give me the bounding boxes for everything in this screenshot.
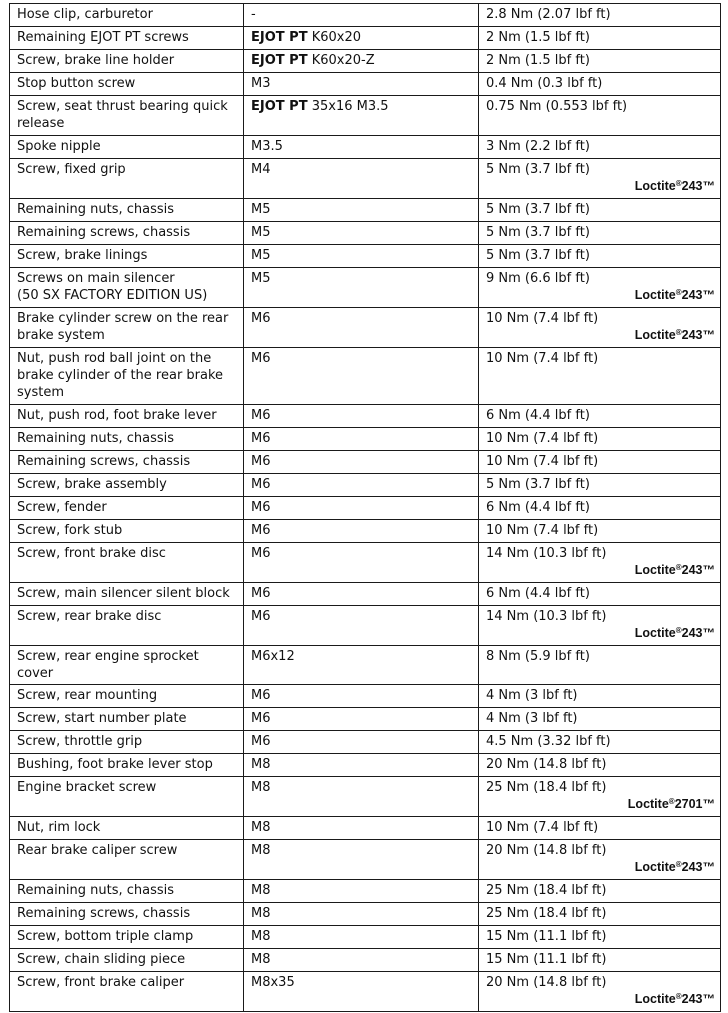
thread-cell	[244, 754, 479, 777]
component-cell	[10, 583, 244, 606]
torque-cell	[479, 348, 721, 405]
thread-cell	[244, 428, 479, 451]
thread-cell	[244, 583, 479, 606]
thread-size: M4	[251, 162, 271, 177]
torque-value: 5 Nm (3.7 lbf ft)	[486, 225, 590, 240]
thread-cell	[244, 777, 479, 817]
thread-size: M8x35	[251, 975, 295, 990]
component-name: Screw, fender	[17, 500, 107, 515]
table-row	[10, 474, 721, 497]
torque-cell	[479, 497, 721, 520]
torque-value: 20 Nm (14.8 lbf ft)	[486, 843, 607, 858]
component-cell	[10, 817, 244, 840]
fastener-size: K60x20-Z	[311, 53, 375, 68]
thread-cell	[244, 520, 479, 543]
thread-cell	[244, 268, 479, 308]
torque-value: 25 Nm (18.4 lbf ft)	[486, 883, 607, 898]
thread-size: M6x12	[251, 649, 295, 664]
thread-cell	[244, 50, 479, 73]
component-cell	[10, 754, 244, 777]
loctite-brand: Loctite	[634, 626, 676, 640]
thread-cell	[244, 451, 479, 474]
thread-cell	[244, 606, 479, 646]
thread-size: -	[251, 7, 256, 22]
thread-size: M8	[251, 906, 271, 921]
torque-cell	[479, 4, 721, 27]
component-cell	[10, 606, 244, 646]
thread-cell	[244, 73, 479, 96]
torque-cell	[479, 428, 721, 451]
component-cell	[10, 96, 244, 136]
torque-cell	[479, 606, 721, 646]
component-cell	[10, 451, 244, 474]
thread-size: M6	[251, 734, 271, 749]
torque-cell	[479, 543, 721, 583]
table-row	[10, 222, 721, 245]
torque-value: 4 Nm (3 lbf ft)	[486, 711, 578, 726]
component-cell	[10, 50, 244, 73]
torque-value: 2 Nm (1.5 lbf ft)	[486, 53, 590, 68]
thread-cell	[244, 646, 479, 685]
torque-cell	[479, 777, 721, 817]
thread-cell	[244, 222, 479, 245]
component-name: Remaining nuts, chassis	[17, 202, 175, 217]
loctite-brand: Loctite	[634, 328, 676, 342]
table-row	[10, 543, 721, 583]
loctite-grade: 243™	[681, 626, 715, 640]
component-cell	[10, 348, 244, 405]
thread-size: M6	[251, 351, 271, 366]
component-cell	[10, 777, 244, 817]
torque-cell	[479, 583, 721, 606]
fastener-brand: EJOT PT	[251, 53, 308, 68]
torque-value: 5 Nm (3.7 lbf ft)	[486, 162, 590, 177]
registered-mark: ®	[675, 288, 682, 297]
torque-cell	[479, 646, 721, 685]
thread-size: M8	[251, 952, 271, 967]
torque-value: 5 Nm (3.7 lbf ft)	[486, 202, 590, 217]
torque-value: 14 Nm (10.3 lbf ft)	[486, 609, 607, 624]
component-name: Screw, rear engine sprocket cover	[17, 649, 199, 681]
component-cell	[10, 474, 244, 497]
table-row	[10, 685, 721, 708]
torque-cell	[479, 308, 721, 348]
torque-value: 0.75 Nm (0.553 lbf ft)	[486, 99, 628, 114]
torque-value: 20 Nm (14.8 lbf ft)	[486, 757, 607, 772]
component-cell	[10, 159, 244, 199]
loctite-grade: 243™	[681, 328, 715, 342]
component-name: Remaining EJOT PT screws	[17, 30, 189, 45]
component-name: Engine bracket screw	[17, 780, 157, 795]
table-row	[10, 96, 721, 136]
component-cell	[10, 685, 244, 708]
component-cell	[10, 926, 244, 949]
component-name: Screw, chain sliding piece	[17, 952, 186, 967]
thread-size: M6	[251, 311, 271, 326]
torque-cell	[479, 268, 721, 308]
torque-value: 10 Nm (7.4 lbf ft)	[486, 523, 599, 538]
component-cell	[10, 199, 244, 222]
component-cell	[10, 972, 244, 1012]
component-cell	[10, 520, 244, 543]
component-name: Screw, front brake caliper	[17, 975, 185, 990]
table-row	[10, 606, 721, 646]
thread-cell	[244, 96, 479, 136]
component-name: Screw, seat thrust bearing quick release	[17, 99, 228, 131]
component-cell	[10, 497, 244, 520]
table-row	[10, 348, 721, 405]
thread-size: M5	[251, 202, 271, 217]
torque-cell	[479, 245, 721, 268]
thread-size: M6	[251, 546, 271, 561]
component-name: Brake cylinder screw on the rear brake system	[17, 311, 229, 343]
table-row	[10, 817, 721, 840]
thread-cell	[244, 731, 479, 754]
registered-mark: ®	[668, 797, 675, 806]
thread-size: M6	[251, 408, 271, 423]
registered-mark: ®	[675, 328, 682, 337]
torque-cell	[479, 159, 721, 199]
thread-size: M3	[251, 76, 271, 91]
torque-value: 4.5 Nm (3.32 lbf ft)	[486, 734, 611, 749]
thread-size: M6	[251, 431, 271, 446]
thread-cell	[244, 903, 479, 926]
table-row	[10, 199, 721, 222]
loctite-note	[486, 991, 715, 1008]
table-row	[10, 731, 721, 754]
table-row	[10, 497, 721, 520]
torque-cell	[479, 474, 721, 497]
component-name: Screw, rear mounting	[17, 688, 158, 703]
torque-cell	[479, 949, 721, 972]
torque-cell	[479, 405, 721, 428]
component-cell	[10, 949, 244, 972]
torque-cell	[479, 451, 721, 474]
table-row	[10, 880, 721, 903]
thread-size: M5	[251, 225, 271, 240]
torque-value: 25 Nm (18.4 lbf ft)	[486, 780, 607, 795]
thread-size: M6	[251, 586, 271, 601]
thread-size: M5	[251, 271, 271, 286]
thread-size: M6	[251, 609, 271, 624]
torque-value: 20 Nm (14.8 lbf ft)	[486, 975, 607, 990]
torque-cell	[479, 817, 721, 840]
thread-cell	[244, 817, 479, 840]
thread-size: M8	[251, 929, 271, 944]
loctite-note	[486, 625, 715, 642]
torque-value: 0.4 Nm (0.3 lbf ft)	[486, 76, 603, 91]
torque-value: 14 Nm (10.3 lbf ft)	[486, 546, 607, 561]
loctite-note	[486, 796, 715, 813]
component-cell	[10, 880, 244, 903]
registered-mark: ®	[675, 563, 682, 572]
torque-value: 15 Nm (11.1 lbf ft)	[486, 952, 607, 967]
thread-cell	[244, 949, 479, 972]
table-row	[10, 159, 721, 199]
component-name: Remaining screws, chassis	[17, 225, 191, 240]
registered-mark: ®	[675, 860, 682, 869]
table-row	[10, 583, 721, 606]
torque-cell	[479, 731, 721, 754]
thread-cell	[244, 308, 479, 348]
table-row	[10, 708, 721, 731]
component-cell	[10, 646, 244, 685]
loctite-brand: Loctite	[634, 992, 676, 1006]
table-row	[10, 405, 721, 428]
component-name-line2: (50 SX FACTORY EDITION US)	[17, 288, 208, 303]
table-row	[10, 27, 721, 50]
torque-value: 6 Nm (4.4 lbf ft)	[486, 500, 590, 515]
torque-value: 10 Nm (7.4 lbf ft)	[486, 351, 599, 366]
component-cell	[10, 903, 244, 926]
component-name: Screws on main silencer	[17, 271, 175, 286]
component-name: Screw, front brake disc	[17, 546, 166, 561]
torque-value: 4 Nm (3 lbf ft)	[486, 688, 578, 703]
component-cell	[10, 428, 244, 451]
thread-cell	[244, 474, 479, 497]
thread-cell	[244, 840, 479, 880]
component-name: Stop button screw	[17, 76, 136, 91]
table-row	[10, 308, 721, 348]
thread-cell	[244, 4, 479, 27]
component-cell	[10, 27, 244, 50]
torque-cell	[479, 73, 721, 96]
loctite-note	[486, 327, 715, 344]
table-row	[10, 926, 721, 949]
thread-cell	[244, 708, 479, 731]
loctite-note	[486, 859, 715, 876]
thread-cell	[244, 405, 479, 428]
torque-value: 15 Nm (11.1 lbf ft)	[486, 929, 607, 944]
component-name: Screw, start number plate	[17, 711, 187, 726]
thread-size: M8	[251, 843, 271, 858]
loctite-brand: Loctite	[627, 797, 669, 811]
table-row	[10, 903, 721, 926]
component-cell	[10, 840, 244, 880]
thread-size: M6	[251, 523, 271, 538]
torque-cell	[479, 972, 721, 1012]
thread-size: M8	[251, 757, 271, 772]
fastener-size: K60x20	[311, 30, 362, 45]
torque-table-body	[10, 4, 721, 1012]
torque-value: 25 Nm (18.4 lbf ft)	[486, 906, 607, 921]
fastener-size: 35x16 M3.5	[311, 99, 389, 114]
component-name: Rear brake caliper screw	[17, 843, 178, 858]
fastener-brand: EJOT PT	[251, 30, 308, 45]
component-cell	[10, 4, 244, 27]
table-row	[10, 520, 721, 543]
component-name: Remaining nuts, chassis	[17, 883, 175, 898]
thread-cell	[244, 348, 479, 405]
torque-value: 3 Nm (2.2 lbf ft)	[486, 139, 590, 154]
loctite-grade: 243™	[681, 288, 715, 302]
table-row	[10, 972, 721, 1012]
torque-value: 10 Nm (7.4 lbf ft)	[486, 820, 599, 835]
table-row	[10, 428, 721, 451]
loctite-note	[486, 287, 715, 304]
loctite-grade: 243™	[681, 860, 715, 874]
torque-cell	[479, 199, 721, 222]
torque-value: 2 Nm (1.5 lbf ft)	[486, 30, 590, 45]
table-row	[10, 73, 721, 96]
component-cell	[10, 405, 244, 428]
torque-cell	[479, 840, 721, 880]
thread-cell	[244, 245, 479, 268]
thread-cell	[244, 159, 479, 199]
component-name: Screw, brake line holder	[17, 53, 175, 68]
component-cell	[10, 708, 244, 731]
table-row	[10, 949, 721, 972]
torque-cell	[479, 27, 721, 50]
torque-value: 2.8 Nm (2.07 lbf ft)	[486, 7, 611, 22]
thread-size: M5	[251, 248, 271, 263]
component-name: Screw, bottom triple clamp	[17, 929, 194, 944]
component-cell	[10, 308, 244, 348]
torque-value: 8 Nm (5.9 lbf ft)	[486, 649, 590, 664]
fastener-brand: EJOT PT	[251, 99, 308, 114]
torque-cell	[479, 50, 721, 73]
table-row	[10, 646, 721, 685]
torque-cell	[479, 926, 721, 949]
component-cell	[10, 73, 244, 96]
component-name: Screw, brake assembly	[17, 477, 167, 492]
component-name: Screw, brake linings	[17, 248, 148, 263]
table-row	[10, 50, 721, 73]
component-cell	[10, 222, 244, 245]
loctite-brand: Loctite	[634, 179, 676, 193]
torque-value: 9 Nm (6.6 lbf ft)	[486, 271, 590, 286]
loctite-brand: Loctite	[634, 563, 676, 577]
thread-size: M6	[251, 711, 271, 726]
component-cell	[10, 268, 244, 308]
thread-cell	[244, 880, 479, 903]
table-row	[10, 840, 721, 880]
torque-cell	[479, 136, 721, 159]
table-row	[10, 245, 721, 268]
torque-value: 6 Nm (4.4 lbf ft)	[486, 586, 590, 601]
component-name: Screw, fork stub	[17, 523, 123, 538]
component-name: Spoke nipple	[17, 139, 101, 154]
loctite-note	[486, 178, 715, 195]
component-name: Screw, fixed grip	[17, 162, 126, 177]
component-name: Hose clip, carburetor	[17, 7, 153, 22]
registered-mark: ®	[675, 626, 682, 635]
component-name: Remaining screws, chassis	[17, 454, 191, 469]
loctite-grade: 243™	[681, 179, 715, 193]
thread-size: M6	[251, 688, 271, 703]
registered-mark: ®	[675, 992, 682, 1001]
torque-cell	[479, 520, 721, 543]
torque-value: 6 Nm (4.4 lbf ft)	[486, 408, 590, 423]
torque-cell	[479, 222, 721, 245]
loctite-grade: 2701™	[674, 797, 715, 811]
component-name: Screw, throttle grip	[17, 734, 143, 749]
thread-size: M8	[251, 780, 271, 795]
component-name: Nut, rim lock	[17, 820, 101, 835]
table-row	[10, 268, 721, 308]
torque-value: 5 Nm (3.7 lbf ft)	[486, 477, 590, 492]
thread-cell	[244, 543, 479, 583]
table-row	[10, 451, 721, 474]
torque-cell	[479, 96, 721, 136]
thread-cell	[244, 199, 479, 222]
table-row	[10, 754, 721, 777]
component-cell	[10, 731, 244, 754]
thread-size: M8	[251, 820, 271, 835]
registered-mark: ®	[675, 179, 682, 188]
thread-cell	[244, 136, 479, 159]
torque-cell	[479, 685, 721, 708]
loctite-grade: 243™	[681, 992, 715, 1006]
loctite-brand: Loctite	[634, 860, 676, 874]
torque-cell	[479, 903, 721, 926]
loctite-grade: 243™	[681, 563, 715, 577]
thread-size: M8	[251, 883, 271, 898]
component-name: Screw, main silencer silent block	[17, 586, 230, 601]
table-row	[10, 777, 721, 817]
torque-cell	[479, 754, 721, 777]
component-cell	[10, 245, 244, 268]
thread-cell	[244, 926, 479, 949]
torque-value: 10 Nm (7.4 lbf ft)	[486, 431, 599, 446]
thread-size: M6	[251, 500, 271, 515]
component-name: Remaining screws, chassis	[17, 906, 191, 921]
thread-cell	[244, 497, 479, 520]
loctite-note	[486, 562, 715, 579]
component-cell	[10, 543, 244, 583]
torque-value: 5 Nm (3.7 lbf ft)	[486, 248, 590, 263]
loctite-brand: Loctite	[634, 288, 676, 302]
thread-cell	[244, 27, 479, 50]
thread-size: M6	[251, 477, 271, 492]
component-name: Remaining nuts, chassis	[17, 431, 175, 446]
table-row	[10, 136, 721, 159]
torque-cell	[479, 880, 721, 903]
torque-value: 10 Nm (7.4 lbf ft)	[486, 311, 599, 326]
torque-value: 10 Nm (7.4 lbf ft)	[486, 454, 599, 469]
thread-cell	[244, 685, 479, 708]
table-row	[10, 4, 721, 27]
torque-cell	[479, 708, 721, 731]
thread-size: M3.5	[251, 139, 283, 154]
thread-size: M6	[251, 454, 271, 469]
torque-table	[9, 3, 721, 1012]
component-name: Screw, rear brake disc	[17, 609, 162, 624]
component-name: Nut, push rod ball joint on the brake cylinder of the rear brake system	[17, 351, 224, 400]
thread-cell	[244, 972, 479, 1012]
component-cell	[10, 136, 244, 159]
component-name: Nut, push rod, foot brake lever	[17, 408, 217, 423]
component-name: Bushing, foot brake lever stop	[17, 757, 213, 772]
